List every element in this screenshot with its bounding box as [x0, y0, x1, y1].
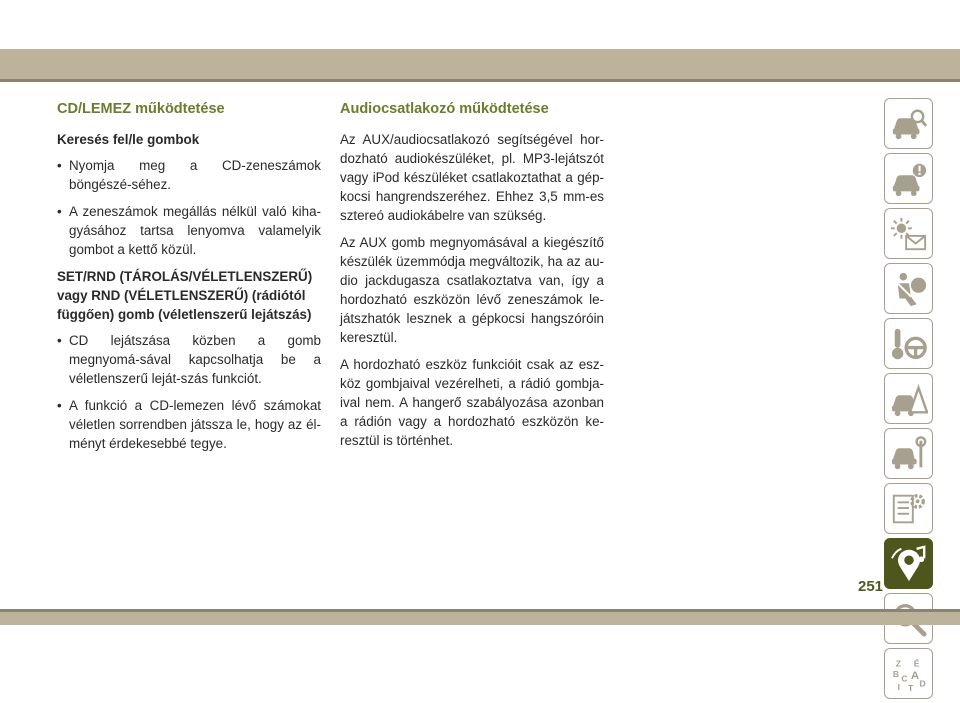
- tab-safety[interactable]: [884, 263, 933, 314]
- list-item: [57, 396, 321, 453]
- paragraph: Az AUX/audiocsatlakozó segítségével hor-dozható audiokészüléket, pl. MP3-lejátszót vagy iPod készüléket csatlakoztathat a gép-kocsi hangrendszeréhez. Ehhez 3,5 mm-es sztereó audiokábelre van szükség.: [340, 132, 604, 223]
- section-heading-cd: CD/LEMEZ működtetése: [57, 101, 225, 117]
- car-info-icon: [890, 160, 928, 198]
- car-search-icon: [890, 105, 928, 143]
- car-service-tools-icon: [890, 435, 928, 473]
- bullet-mark: •: [57, 398, 62, 413]
- bullet-mark: •: [57, 158, 62, 173]
- header-band: [0, 49, 960, 79]
- tab-car-search[interactable]: [884, 98, 933, 149]
- section-heading-aux: Audiocsatlakozó működtetése: [340, 101, 549, 117]
- tab-warning-lights[interactable]: [884, 208, 933, 259]
- index-letter: I: [897, 681, 900, 692]
- tab-multimedia[interactable]: [884, 538, 933, 589]
- multimedia-music-icon: [890, 545, 928, 583]
- alphabet-index-icon: [890, 655, 928, 693]
- list-item: [57, 331, 321, 388]
- paragraph: A hordozható eszköz funkcióit csak az esz-köz gombjaival vezérelheti, a rádió gombja-ival nem. A hangerő szabályozása azonban a rádión vagy a hordozható eszközön ke-resztül is történhet.: [340, 357, 604, 448]
- index-letter: D: [918, 677, 926, 688]
- tab-car-info[interactable]: [884, 153, 933, 204]
- tab-specifications[interactable]: [884, 483, 933, 534]
- car-warning-triangle-icon: [890, 380, 928, 418]
- bullet-text: A funkció a CD-lemezen lévő számokat véletlen sorrendben játssza le, hogy az él-ményt érdekesebbé tegye.: [69, 398, 321, 451]
- warning-lights-message-icon: [890, 215, 928, 253]
- index-letter: C: [900, 673, 908, 684]
- paragraph: Az AUX gomb megnyomásával a kiegészítő készülék üzemmódja megváltozik, ha az au-dio jackdugasza csatlakoztatva van, így a hordozható eszközön lévő zeneszámok le-játszhatók lesznek a gépkocsi hangszóróin keresztül.: [340, 235, 604, 345]
- tab-emergency[interactable]: [884, 373, 933, 424]
- index-letter: Z: [895, 657, 901, 668]
- airbag-seatbelt-icon: [890, 270, 928, 308]
- index-letter: B: [892, 668, 899, 679]
- bullet-text: Nyomja meg a CD-zeneszámok böngészé-séhez.: [69, 158, 321, 192]
- bullet-mark: •: [57, 333, 62, 348]
- subheading-search-buttons: Keresés fel/le gombok: [57, 132, 200, 147]
- bullet-mark: •: [57, 204, 62, 219]
- list-item: [57, 202, 321, 259]
- tab-service[interactable]: [884, 428, 933, 479]
- subheading-set-rnd: SET/RND (TÁROLÁS/VÉLETLENSZERŰ) vagy RND (VÉLETLENSZERŰ) (rádiótól függően) gomb (véletlenszerű lejátszás): [57, 269, 313, 322]
- ignition-steering-icon: [890, 325, 928, 363]
- index-letter: A: [910, 669, 919, 682]
- index-letter: T: [907, 682, 913, 693]
- left-column: [57, 100, 321, 461]
- bullet-text: CD lejátszása közben a gomb megnyomá-sával kapcsolhatja be a véletlenszerű leját-szás funkciót.: [69, 333, 321, 386]
- right-column: [340, 100, 604, 458]
- specifications-gear-icon: [890, 490, 928, 528]
- list-item: [57, 156, 321, 194]
- index-letter: É: [913, 657, 919, 668]
- tab-alphabetical-index[interactable]: [884, 648, 933, 699]
- footer-band: [0, 612, 960, 625]
- tab-ignition-steering[interactable]: [884, 318, 933, 369]
- page-number: 251: [858, 578, 884, 595]
- bullet-text: A zeneszámok megállás nélkül való kiha-gyásához tartsa lenyomva valamelyik gombot a kettő közül.: [69, 204, 321, 257]
- header-divider: [0, 79, 960, 82]
